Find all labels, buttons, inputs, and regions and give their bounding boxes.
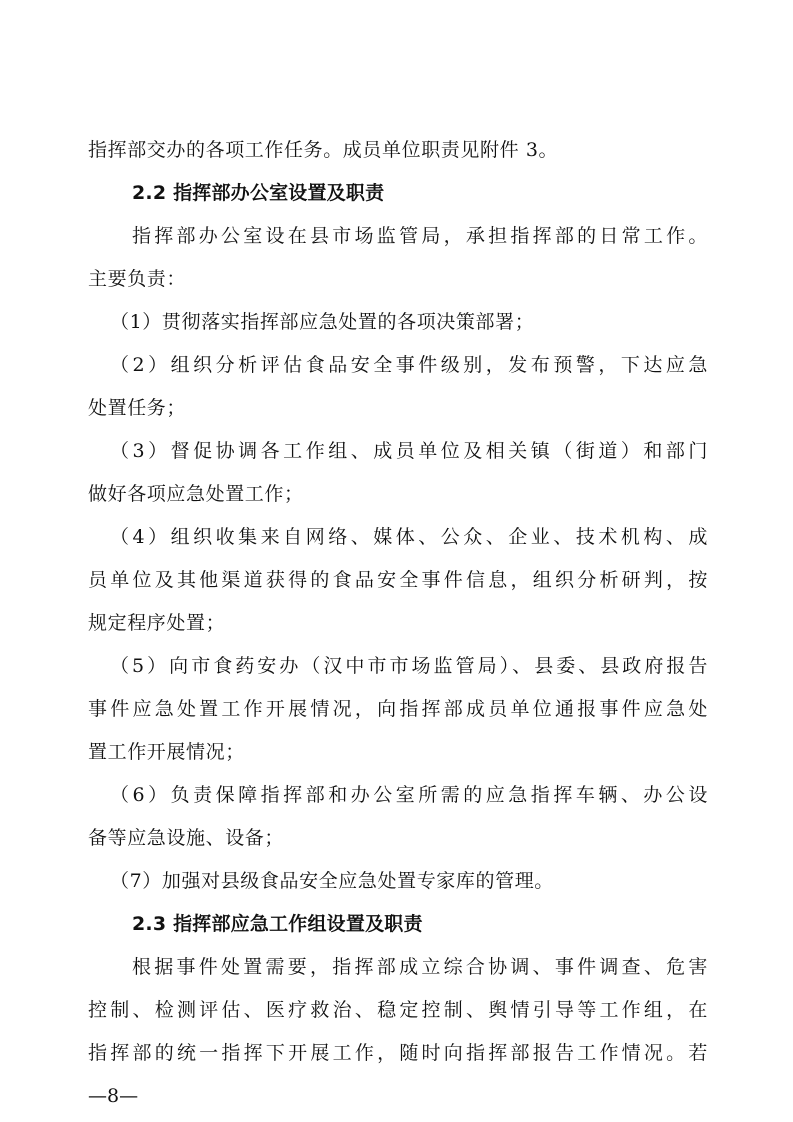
body-text-line: 指挥部办公室设在县市场监管局，承担指挥部的日常工作。 [132,225,708,247]
list-item-1: （1）贯彻落实指挥部应急处置的各项决策部署； [110,311,535,333]
body-text-line: 指挥部的统一指挥下开展工作，随时向指挥部报告工作情况。若 [88,1042,708,1064]
list-item-4-continuation: 员单位及其他渠道获得的食品安全事件信息，组织分析研判，按 [88,569,708,591]
list-item-5-continuation: 事件应急处置工作开展情况，向指挥部成员单位通报事件应急处 [88,698,708,720]
section-heading-2-2: 2.2 指挥部办公室设置及职责 [132,182,385,204]
body-text-line: 根据事件处置需要，指挥部成立综合协调、事件调查、危害 [132,956,708,978]
list-item-7: （7）加强对县级食品安全应急处置专家库的管理。 [110,870,554,892]
list-item-2-continuation: 处置任务； [88,397,187,419]
list-item-2: （2）组织分析评估食品安全事件级别，发布预警，下达应急 [110,354,708,376]
body-text-line: 控制、检测评估、医疗救治、稳定控制、舆情引导等工作组，在 [88,999,708,1021]
list-item-5: （5）向市食药安办（汉中市市场监管局）、县委、县政府报告 [110,655,708,677]
body-text-line: 主要负责： [88,268,187,290]
body-text-line: 指挥部交办的各项工作任务。成员单位职责见附件 3。 [88,139,559,161]
list-item-5-continuation: 置工作开展情况； [88,741,245,763]
list-item-4-continuation: 规定程序处置； [88,612,226,634]
section-heading-2-3: 2.3 指挥部应急工作组设置及职责 [132,913,423,935]
list-item-3-continuation: 做好各项应急处置工作； [88,483,304,505]
list-item-3: （3）督促协调各工作组、成员单位及相关镇（街道）和部门 [110,440,708,462]
list-item-6: （6）负责保障指挥部和办公室所需的应急指挥车辆、办公设 [110,784,708,806]
list-item-6-continuation: 备等应急设施、设备； [88,827,285,849]
list-item-4: （4）组织收集来自网络、媒体、公众、企业、技术机构、成 [110,526,708,548]
page-number: —8— [88,1085,139,1107]
